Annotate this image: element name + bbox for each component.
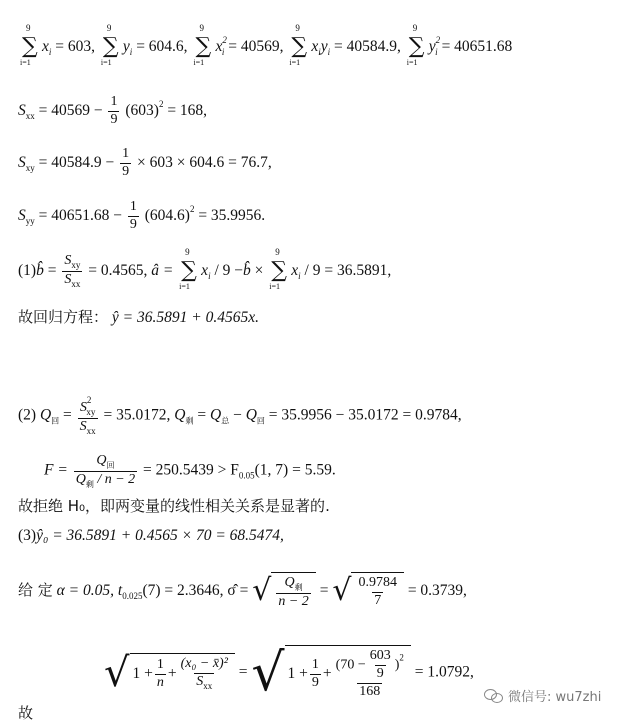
sum-symbol: 9 ∑ i=1: [269, 247, 287, 292]
sum-symbol: 9 ∑ i=1: [100, 23, 119, 68]
sxy-line: $S_{xy} = 40584.9$ − $\frac{1}{9}$ × 603 × 604.6 = 76.7,: [18, 146, 272, 179]
sxx-line: $S_{xx} = 40569$ − $\frac{1}{9}$ $(603)^2 = 168$,: [18, 94, 208, 127]
watermark: 微信号: wu7zhi: [484, 686, 601, 705]
sum-symbol: 9 ∑ i=1: [193, 23, 212, 68]
given-line: 给 定 α = 0.05, $t_{0.025}(7) = 2.3646$, σ̂ = √ $\frac{Q_剩}{n - 2}$ = √ $\frac{0.9784}{7}$ = 0.3739,: [18, 573, 467, 609]
reject-line: 故拒绝 H₀，即两变量的线性相关关系是显著的.: [18, 497, 330, 515]
sqrt-line: √ 1 + $\frac{1}{n}$ + $\frac{\text{(x₀ − x̄)²}}{S_{xx}}$ = √ 1 + $\frac{1}{9}$ + (70 − $\frac{603}{9}$ )$^2$ 168 = 1.0792,: [104, 642, 474, 703]
sum-symbol: 9 ∑ i=1: [20, 23, 38, 68]
last-line: 故: [18, 704, 34, 722]
part3-line: (3)ŷ₀ = 36.5891 + 0.4565 × 70 = 68.5474,: [18, 527, 284, 544]
part1-line: (1)b̂ = $\frac{S_{xy}}{S_{xx}}$ = 0.4565, â = 9 ∑ i=1 $x_i / 9$ −b̂ × 9 ∑ i=1 $x_i / 9 = 36.5891$,: [18, 247, 392, 292]
sum-symbol: 9 ∑ i=1: [406, 23, 425, 68]
sums-line: 9 ∑ i=1 $x_i = 603$, 9 ∑ i=1 $y_i = 604.6$, 9 ∑ i=1 $x^2_i = 40569$, 9 ∑ i=1 $x_iy_i = 40584.9$, 9 ∑ i=1 $y^2_i = 40651.68$: [20, 23, 513, 68]
sum-symbol: 9 ∑ i=1: [289, 23, 308, 68]
part2-line: (2) $Q_回$ = $\frac{S^2_{xy}}{S_{xx}}$ = 35.0172, $Q_剩 = Q_总 - Q_回 = 35.9956 - 35.0172 = 0.9784$,: [18, 395, 462, 436]
f-line: F = $\frac{Q_回}{Q_剩 / n - 2}$ = $250.5439 > F_{0.05}(1$, 7) = 5.59.: [44, 453, 336, 489]
syy-line: $S_{yy} = 40651.68$ − $\frac{1}{9}$ $(604.6)^2 = 35.9956$.: [18, 199, 266, 232]
sum-symbol: 9 ∑ i=1: [179, 247, 197, 292]
regression-line: 故回归方程： ŷ = 36.5891 + 0.4565x.: [18, 308, 259, 326]
wechat-icon: [484, 689, 504, 703]
